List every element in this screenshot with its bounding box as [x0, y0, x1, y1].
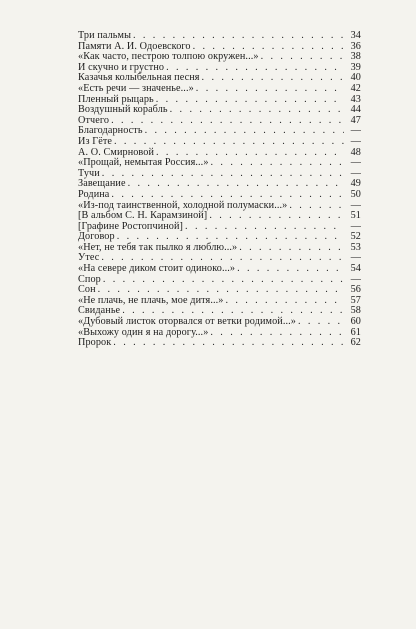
dot-leader	[170, 105, 344, 116]
dot-leader	[209, 211, 344, 222]
entry-title: «Из-под таинственной, холодной полумаски...»	[78, 199, 288, 211]
dot-leader	[225, 296, 344, 307]
entry-title: Казачья колыбельная песня	[78, 72, 200, 84]
entry-page-number: —	[350, 199, 361, 211]
toc-entry	[78, 137, 361, 148]
entry-page-number: 53	[350, 241, 361, 253]
toc-entry	[78, 328, 361, 339]
entry-page-number: 38	[350, 51, 361, 63]
dot-leader	[114, 137, 344, 148]
dot-leader	[239, 243, 344, 254]
entry-title: А. О. Смирновой	[78, 146, 155, 158]
toc-entry	[78, 105, 361, 116]
entry-title: Пленный рыцарь	[78, 93, 154, 105]
entry-page-number: —	[350, 125, 361, 137]
dot-leader	[202, 73, 344, 84]
entry-title: «Не плачь, не плачь, мое дитя...»	[78, 294, 224, 306]
entry-page-number: 40	[350, 72, 361, 84]
dot-leader	[145, 126, 344, 137]
entry-page-number: 48	[350, 146, 361, 158]
dot-leader	[289, 201, 344, 212]
entry-page-number: 54	[350, 263, 361, 275]
toc-entry	[78, 190, 361, 201]
dot-leader	[210, 328, 344, 339]
dot-leader	[111, 116, 344, 127]
entry-title: «Есть речи — значенье...»	[78, 82, 194, 94]
entry-page-number: 36	[350, 40, 361, 52]
entry-title: Родина	[78, 188, 110, 200]
entry-title: Утес	[78, 252, 100, 264]
entry-page-number: —	[350, 220, 361, 232]
toc-entry	[78, 296, 361, 307]
toc-entry	[78, 158, 361, 169]
entry-page-number: —	[350, 252, 361, 264]
entry-title: Отчего	[78, 114, 110, 126]
dot-leader	[128, 179, 344, 190]
entry-title: Завещание	[78, 178, 126, 190]
entry-page-number: 51	[350, 210, 361, 222]
entry-page-number: 52	[350, 231, 361, 243]
entry-title: «Прощай, немытая Россия...»	[78, 157, 209, 169]
entry-page-number: 56	[350, 284, 361, 296]
toc-entry	[78, 126, 361, 137]
entry-page-number: 60	[350, 316, 361, 328]
entry-title: «Дубовый листок оторвался от ветки родимой...»	[78, 316, 296, 328]
entry-page-number: 43	[350, 93, 361, 105]
entry-title: Тучи	[78, 167, 100, 179]
entry-title: «Выхожу один я на дорогу...»	[78, 326, 209, 338]
entry-title: «Как часто, пестрою толпою окружен...»	[78, 51, 259, 63]
dot-leader	[298, 317, 344, 328]
entry-page-number: 34	[350, 30, 361, 41]
toc-entry	[78, 222, 361, 233]
dot-leader	[237, 264, 344, 275]
dot-leader	[103, 275, 344, 286]
entry-page-number: 61	[350, 326, 361, 338]
toc-entry	[78, 243, 361, 254]
entry-title: «На севере диком стоит одиноко...»	[78, 263, 236, 275]
entry-page-number: —	[350, 273, 361, 285]
dot-leader	[156, 95, 344, 106]
toc-entry	[78, 264, 361, 275]
dot-leader	[111, 190, 344, 201]
entry-page-number: 47	[350, 114, 361, 126]
entry-title: Памяти А. И. Одоевского	[78, 40, 191, 52]
entry-title: Спор	[78, 273, 101, 285]
entry-page-number: 49	[350, 178, 361, 190]
entry-title: [Графине Ростопчиной]	[78, 220, 184, 232]
entry-page-number: 57	[350, 294, 361, 306]
dot-leader	[185, 222, 344, 233]
entry-title: «Нет, не тебя так пылко я люблю...»	[78, 241, 238, 253]
entry-title: Благодарность	[78, 125, 143, 137]
entry-title: Свиданье	[78, 305, 121, 317]
toc-entry	[78, 275, 361, 286]
entry-page-number: 42	[350, 82, 361, 94]
dot-leader	[261, 52, 344, 63]
entry-page-number: —	[350, 135, 361, 147]
dot-leader	[102, 169, 344, 180]
table-of-contents	[78, 31, 361, 349]
toc-entry	[78, 31, 361, 42]
entry-page-number: 58	[350, 305, 361, 317]
entry-title: И скучно и грустно	[78, 61, 165, 73]
toc-entry	[78, 84, 361, 95]
entry-page-number: —	[350, 157, 361, 169]
dot-leader	[113, 338, 344, 349]
entry-title: Воздушный корабль	[78, 104, 168, 116]
entry-title: Пророк	[78, 337, 112, 349]
entry-page-number: 62	[350, 337, 361, 349]
entry-page-number: 50	[350, 188, 361, 200]
toc-entry	[78, 338, 361, 349]
entry-title: Сон	[78, 284, 96, 296]
dot-leader	[133, 31, 344, 42]
entry-page-number: 44	[350, 104, 361, 116]
dot-leader	[211, 158, 344, 169]
entry-title: [В альбом С. Н. Карамзиной]	[78, 210, 208, 222]
entry-title: Из Гёте	[78, 135, 113, 147]
entry-title: Договор	[78, 231, 115, 243]
entry-title: Три пальмы	[78, 30, 132, 41]
toc-entry	[78, 179, 361, 190]
entry-page-number: 39	[350, 61, 361, 73]
entry-page-number: —	[350, 167, 361, 179]
dot-leader	[196, 84, 344, 95]
